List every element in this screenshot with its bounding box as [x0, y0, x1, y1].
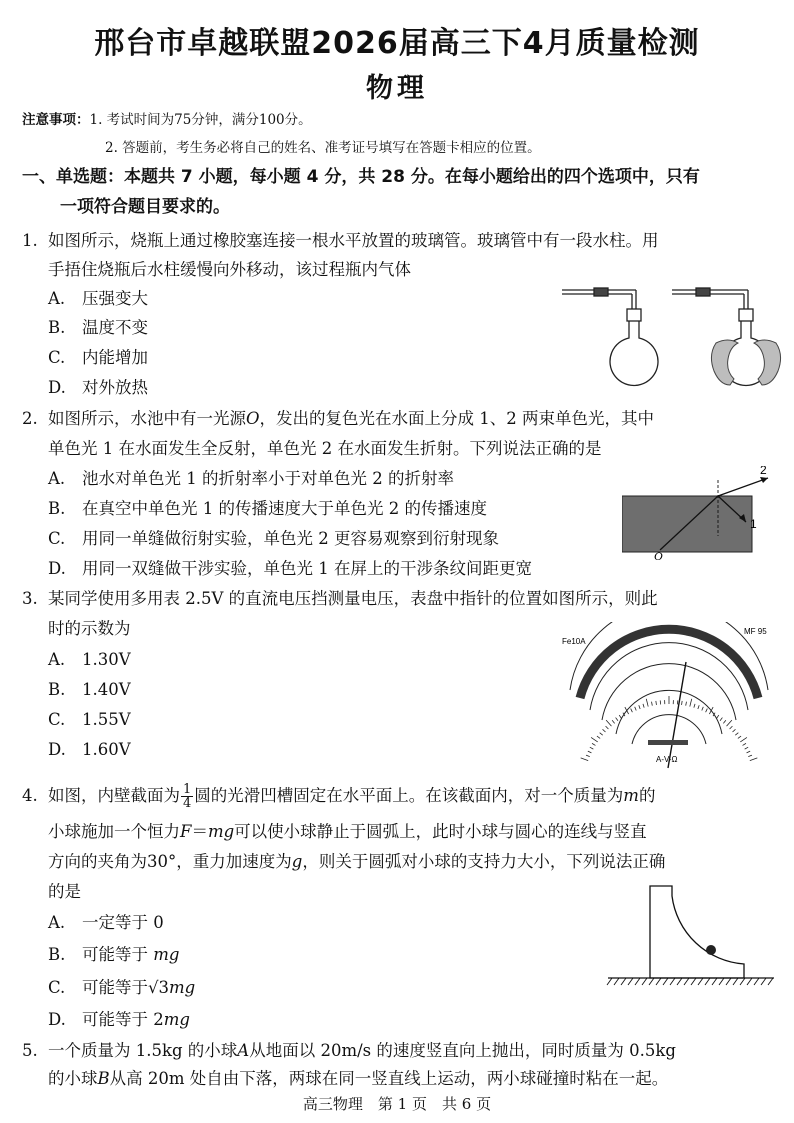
dial-tick — [590, 747, 594, 749]
variable: B — [97, 1069, 110, 1088]
notice-line-1 — [22, 111, 312, 129]
dial-tick — [635, 707, 637, 711]
ray-1-label: 1 — [750, 517, 757, 531]
q2-pool-figure — [622, 466, 782, 562]
dial-tick — [723, 720, 726, 723]
ground-hatch — [663, 978, 668, 985]
dial-tick — [606, 726, 609, 729]
ground-hatch — [670, 978, 675, 985]
dial-tick — [717, 715, 719, 718]
q3-multimeter-figure — [558, 622, 780, 770]
dial-tick — [690, 699, 692, 707]
option-text: 用同一单缝做衍射实验，单色光 2 更容易观察到衍射现象 — [82, 529, 499, 548]
question-4-stem-line-1 — [22, 778, 778, 814]
question-4-stem-line-4: 的是 — [48, 882, 81, 901]
option-label: D. — [48, 559, 66, 578]
question-text: 的 — [638, 786, 656, 805]
dial-tick — [694, 704, 695, 708]
option-text: 对外放热 — [82, 378, 148, 397]
option-text: 压强变大 — [82, 289, 148, 308]
dial-tick — [702, 707, 704, 711]
dial-tick — [581, 758, 589, 761]
ground-hatch — [614, 978, 619, 985]
question-5-stem-line-2 — [48, 1064, 794, 1093]
notice-item-1: 1. 考试时间为75分钟，满分100分。 — [89, 112, 312, 128]
variable: mg — [153, 945, 180, 964]
question-number: 3. — [22, 589, 38, 608]
question-2-stem-line-2: 单色光 1 在水面发生全反射，单色光 2 在水面发生折射。下列说法正确的是 — [48, 439, 602, 458]
question-number: 4. — [22, 786, 38, 805]
dial-tick — [646, 699, 648, 707]
q4-option-a — [48, 908, 164, 937]
question-number: 2. — [22, 409, 38, 428]
option-text: 可能等于√3 — [82, 978, 170, 997]
question-text: 小球施加一个恒力 — [48, 822, 180, 841]
q4-groove-figure — [604, 880, 780, 992]
question-3-stem-line-1 — [22, 584, 778, 613]
dial-tick — [612, 720, 615, 723]
question-text: 的小球 — [48, 1069, 98, 1088]
dial-tick — [619, 715, 621, 718]
ray-2-label: 2 — [760, 466, 767, 477]
dial-tick — [588, 751, 592, 753]
variable: g — [291, 852, 303, 871]
dial-tick — [738, 736, 741, 738]
dial-tick — [600, 733, 603, 736]
option-label: B. — [48, 499, 66, 518]
ground-hatch — [761, 978, 766, 985]
q4-option-c — [48, 973, 195, 1002]
ground-hatch — [628, 978, 633, 985]
q1-option-c — [48, 343, 148, 372]
option-label: B. — [48, 318, 66, 337]
ground-hatch — [768, 978, 773, 985]
equals-sign: ＝ — [191, 822, 208, 841]
question-text: 从地面以 20m/s 的速度竖直向上抛出，同时质量为 0.5kg — [249, 1041, 676, 1060]
dial-tick — [643, 704, 644, 708]
option-text: 用同一双缝做干涉实验，单色光 1 在屏上的干涉条纹间距更宽 — [82, 559, 532, 578]
q3-option-a — [48, 645, 131, 674]
dial-tick — [606, 720, 611, 726]
question-text: 如图，内壁截面为 — [48, 786, 180, 805]
option-text: 温度不变 — [82, 318, 148, 337]
ground-hatch — [698, 978, 703, 985]
variable: F — [180, 822, 192, 841]
ground-hatch — [635, 978, 640, 985]
variable: m — [623, 786, 639, 805]
variable: mg — [163, 1010, 190, 1029]
variable: A — [237, 1041, 250, 1060]
dial-tick — [733, 729, 736, 732]
q1-option-a — [48, 284, 148, 313]
q4-option-d — [48, 1005, 190, 1034]
ground-hatch — [726, 978, 731, 985]
dial-tick — [639, 705, 640, 709]
dial-tick — [720, 718, 722, 721]
option-text: 在真空中单色光 1 的传播速度大于单色光 2 的传播速度 — [82, 499, 487, 518]
q1-option-d — [48, 373, 148, 402]
dial-tick — [586, 755, 590, 757]
q3-option-c — [48, 705, 131, 734]
dial-tick — [745, 747, 749, 749]
variable: mg — [169, 978, 196, 997]
dial-tick — [686, 702, 687, 706]
q2-option-a — [48, 464, 454, 493]
dial-tick — [706, 709, 708, 713]
question-text: 如图所示，烧瓶上通过橡胶塞连接一根水平放置的玻璃管。玻璃管中有一段水柱。用 — [48, 231, 659, 250]
question-text: 可以使小球静止于圆弧上，此时小球与圆心的连线与竖直 — [234, 822, 647, 841]
option-text: 1.30V — [82, 650, 131, 669]
dial-tick — [743, 743, 746, 745]
option-label: D. — [48, 740, 66, 759]
dial-tick — [631, 709, 633, 713]
option-label: A. — [48, 289, 66, 308]
section-heading-line-1: 一、单选题：本题共 7 小题，每小题 4 分，共 28 分。在每小题给出的四个选项中，只有 — [22, 167, 700, 187]
meter-scale-label: A-V-Ω — [656, 755, 678, 764]
dial-tick — [735, 733, 738, 736]
option-label: D. — [48, 378, 66, 397]
fraction-denominator: 4 — [183, 796, 192, 811]
option-text: 1.55V — [82, 710, 131, 729]
option-label: A. — [48, 913, 66, 932]
ground-hatch — [747, 978, 752, 985]
question-text: ，则关于圆弧对小球的支持力大小，下列说法正确 — [302, 852, 666, 871]
question-1-stem-line-2: 手捂住烧瓶后水柱缓慢向外移动，该过程瓶内气体 — [48, 260, 411, 279]
dial-tick — [682, 701, 683, 705]
ground-hatch — [621, 978, 626, 985]
page-footer: 高三物理 第 1 页 共 6 页 — [302, 1095, 492, 1113]
exam-title: 邢台市卓越联盟2026届高三下4月质量检测 — [94, 26, 700, 61]
fraction-one-quarter — [181, 783, 193, 810]
option-label: C. — [48, 978, 66, 997]
option-label: C. — [48, 529, 66, 548]
hands-icon — [711, 340, 780, 385]
option-text: 内能增加 — [82, 348, 148, 367]
option-text: 一定等于 0 — [82, 913, 164, 932]
ground-hatch — [649, 978, 654, 985]
dial-tick — [597, 736, 600, 738]
question-text: 方向的夹角为30°，重力加速度为 — [48, 852, 292, 871]
section-heading-line-2: 一项符合题目要求的。 — [60, 197, 230, 217]
q3-option-b — [48, 675, 131, 704]
option-label: B. — [48, 680, 66, 699]
meter-fuse-label: Fe10A — [562, 637, 586, 646]
question-2-stem-line-1 — [22, 404, 778, 433]
option-label: B. — [48, 945, 66, 964]
question-4-stem-line-3 — [48, 847, 794, 876]
ground-hatch — [677, 978, 682, 985]
ground-hatch — [607, 978, 612, 985]
variable: mg — [207, 822, 235, 841]
fraction-numerator: 1 — [183, 782, 192, 797]
option-text: 1.60V — [82, 740, 131, 759]
question-1-stem-line-1 — [22, 226, 778, 255]
dial-tick — [656, 701, 657, 705]
dial-tick — [591, 737, 598, 741]
q3-option-d — [48, 735, 131, 764]
question-4-stem-line-2 — [48, 817, 794, 846]
option-text: 可能等于 — [82, 945, 154, 964]
dial-tick — [750, 758, 758, 761]
q4-option-b — [48, 940, 179, 969]
option-text: 1.40V — [82, 680, 131, 699]
variable: O — [246, 409, 260, 428]
mirror-strip — [648, 740, 688, 745]
ground-hatch — [733, 978, 738, 985]
question-text: 某同学使用多用表 2.5V 的直流电压挡测量电压，表盘中指针的位置如图所示，则此 — [48, 589, 658, 608]
question-text: ，发出的复色光在水面上分成 1、2 两束单色光，其中 — [259, 409, 655, 428]
option-label: D. — [48, 1010, 66, 1029]
source-label: O — [654, 549, 663, 562]
dial-tick — [603, 729, 606, 732]
ground-hatch — [719, 978, 724, 985]
q1-option-b — [48, 313, 148, 342]
question-number: 5. — [22, 1041, 38, 1060]
question-text: 如图所示，水池中有一光源 — [48, 409, 246, 428]
q1-flask-figure — [556, 283, 786, 388]
q2-option-c — [48, 524, 499, 553]
ground-hatch — [712, 978, 717, 985]
subject-title: 物理 — [366, 73, 428, 104]
dial-tick — [730, 726, 733, 729]
dial-tick — [747, 751, 751, 753]
question-text: 圆的光滑凹槽固定在水平面上。在该截面内，对一个质量为 — [194, 786, 624, 805]
option-label: C. — [48, 348, 66, 367]
meter-model-label: MF 95 — [744, 627, 767, 636]
dial-tick — [616, 718, 618, 721]
ground-hatch — [754, 978, 759, 985]
option-label: A. — [48, 469, 66, 488]
q2-option-d — [48, 554, 532, 583]
ground-hatch — [691, 978, 696, 985]
question-3-stem-line-2: 时的示数为 — [48, 619, 131, 638]
dial-tick — [740, 737, 747, 741]
option-text: 可能等于 2 — [82, 1010, 164, 1029]
ground-hatch — [642, 978, 647, 985]
question-5-stem-line-1 — [22, 1036, 778, 1065]
option-text: 池水对单色光 1 的折射率小于对单色光 2 的折射率 — [82, 469, 454, 488]
option-label: A. — [48, 650, 66, 669]
dial-tick — [652, 702, 653, 706]
ground-hatch — [740, 978, 745, 985]
ground-hatch — [656, 978, 661, 985]
ground-hatch — [705, 978, 710, 985]
option-label: C. — [48, 710, 66, 729]
question-text: 从高 20m 处自由下落，两球在同一竖直线上运动，两小球碰撞时粘在一起。 — [109, 1069, 669, 1088]
question-number: 1. — [22, 231, 38, 250]
notice-label: 注意事项： — [22, 112, 90, 128]
q2-option-b — [48, 494, 487, 523]
dial-tick — [592, 743, 595, 745]
dial-tick — [727, 720, 732, 726]
dial-tick — [698, 705, 699, 709]
notice-item-2: 2. 答题前，考生务必将自己的姓名、准考证号填写在答题卡相应的位置。 — [105, 140, 541, 156]
ball-icon — [706, 945, 716, 955]
dial-tick — [748, 755, 752, 757]
question-text: 一个质量为 1.5kg 的小球 — [48, 1041, 238, 1060]
ground-hatch — [684, 978, 689, 985]
